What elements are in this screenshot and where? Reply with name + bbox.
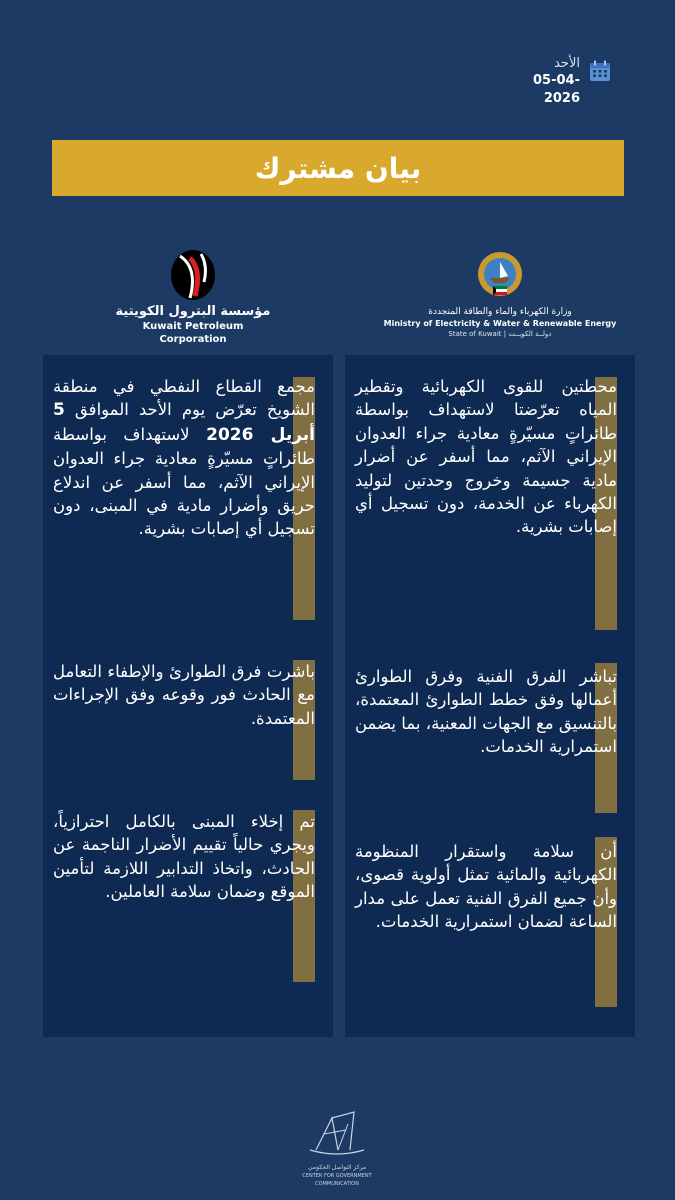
- mew-state-english: State of Kuwait: [448, 330, 502, 338]
- government-communication-emblem-icon: [302, 1110, 372, 1160]
- kpc-p1-part-b: لاستهداف بواسطة طائراتٍ مسيّرةٍ معادية جراء العدوان الإيراني الآثم، مما أسفر عن اندلاع حريق وأضرار مادية في المبنى، دون تسجيل أي إصابات بشرية.: [53, 424, 315, 539]
- footer-english: CENTER FOR GOVERNMENT COMMUNICATION: [302, 1173, 372, 1187]
- title-banner: [52, 140, 624, 196]
- kpc-p1-part-a: مجمع القطاع النفطي في منطقة الشويخ تعرّض يوم الأحد الموافق: [53, 377, 315, 420]
- banner-title: بيان مشترك: [254, 151, 422, 185]
- kpc-statement-column: [43, 355, 333, 1037]
- mew-statement-column: [345, 355, 635, 1037]
- mew-name-english: Ministry of Electricity & Water & Renewable Energy: [383, 319, 617, 328]
- kpc-p1-date: 5 أبريل 2026: [53, 400, 316, 445]
- mew-state-divider: |: [503, 330, 509, 338]
- footer-arabic: مركز التواصل الحكومي: [307, 1164, 367, 1171]
- mew-paragraph-3: أن سلامة واستقرار المنظومة الكهربائية والمائية تمثل أولوية قصوى، وأن جميع الفرق الفنية تعمل على مدار الساعة لضمان استمرارية الخدمات.: [355, 842, 617, 932]
- date-value: 05-04-2026: [533, 73, 580, 106]
- mew-logo: [380, 250, 620, 346]
- mew-paragraph-2: تباشر الفرق الفنية وفرق الطوارئ أعمالها وفق خطط الطوارئ المعتمدة، بالتنسيق مع الجهات المعنية، بما يضمن استمرارية الخدمات.: [355, 667, 617, 757]
- kpc-emblem-icon: [168, 248, 218, 302]
- kpc-paragraph-3: تم إخلاء المبنى بالكامل احترازياً، ويجري حالياً تقييم الأضرار الناجمة عن الحادث، واتخاذ التدابير اللازمة لتأمين الموقع وضمان سلامة العاملين.: [53, 812, 315, 902]
- date-day: الأحد: [554, 56, 580, 71]
- kpc-name-arabic: مؤسسة البترول الكويتية: [115, 304, 271, 319]
- mew-state-arabic: دولــة الكويــت: [508, 330, 552, 338]
- mew-state: [380, 329, 620, 340]
- kpc-paragraph-2: باشرت فرق الطوارئ والإطفاء التعامل مع الحادث فور وقوعه وفق الإجراءات المعتمدة.: [53, 662, 315, 728]
- footer-logo: [292, 1110, 382, 1190]
- kuwait-emblem-icon: [476, 250, 524, 300]
- kpc-paragraph-1: [53, 375, 315, 541]
- kpc-name-english: Kuwait Petroleum Corporation: [142, 321, 244, 345]
- mew-paragraph-1: محطتين للقوى الكهربائية وتقطير المياه تعرّضتا لاستهداف بواسطة طائراتٍ مسيّرةٍ معادية جراء العدوان الإيراني الآثم، مما أسفر عن أضرار مادية جسيمة وخروج وحدتين لتوليد الكهرباء عن الخدمة، دون تسجيل أي إصابات بشرية.: [355, 377, 617, 537]
- date-block: [513, 56, 580, 108]
- kpc-logo: [108, 248, 278, 344]
- calendar-icon: [589, 60, 611, 82]
- mew-name-arabic: وزارة الكهرباء والماء والطاقة المتجددة: [428, 307, 572, 317]
